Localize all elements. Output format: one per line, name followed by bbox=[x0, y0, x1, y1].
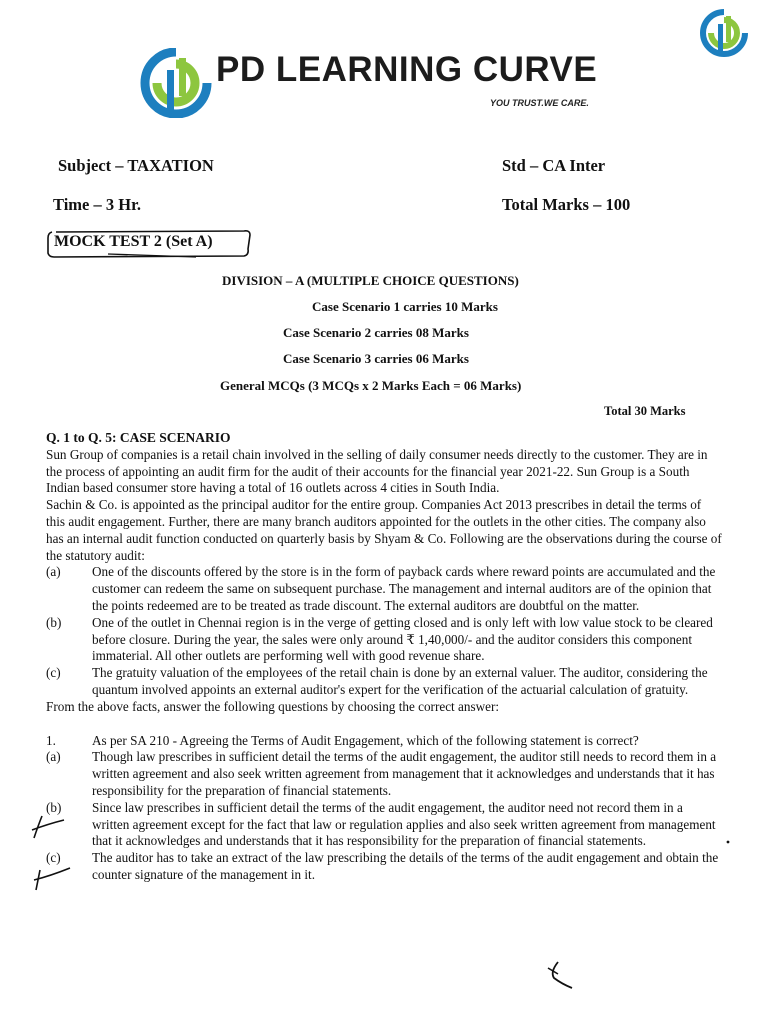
standard-label: Std – CA Inter bbox=[502, 156, 606, 175]
question-number: 1. bbox=[46, 732, 56, 748]
option-label: (a) bbox=[46, 749, 61, 765]
option-a bbox=[46, 749, 722, 799]
brand-tagline: YOU TRUST.WE CARE. bbox=[490, 98, 589, 108]
division-line-3: Case Scenario 3 carries 06 Marks bbox=[283, 351, 469, 366]
option-b bbox=[46, 800, 722, 850]
case-instruction: From the above facts, answer the following questions by choosing the correct answer: bbox=[46, 698, 500, 714]
option-text: Though law prescribes in sufficient detail the terms of the audit engagement, the auditor still needs to record them in a written agreement and also seek written agreement from management that it acknowledges and understands that it has responsibility for the preparation of financial statements. bbox=[92, 749, 717, 798]
option-label: (c) bbox=[46, 850, 61, 866]
handwritten-dot-icon bbox=[724, 838, 732, 846]
handwritten-check-icon bbox=[544, 960, 578, 990]
brand-title: PD LEARNING CURVE bbox=[216, 50, 598, 89]
option-c bbox=[46, 850, 722, 884]
case-paragraph-1: Sun Group of companies is a retail chain involved in the selling of daily consumer needs directly to the customer. They are in the process of appointing an audit firm for the audit of their accounts for the financial year 2021-22. Sun Group is a South Indian based consumer store having a total of 16 outlets across 4 cities in South India. bbox=[46, 446, 708, 496]
option-text: The auditor has to take an extract of the law prescribing the details of the terms of the audit engagement and obtain the counter signature of the management in it. bbox=[92, 850, 719, 882]
division-line-4: General MCQs (3 MCQs x 2 Marks Each = 06 Marks) bbox=[220, 378, 522, 393]
observation-c bbox=[46, 665, 722, 699]
handwritten-tick-b-icon bbox=[30, 862, 74, 894]
subject-label: Subject – TAXATION bbox=[58, 156, 214, 175]
time-label: Time – 3 Hr. bbox=[53, 195, 142, 214]
observation-label: (c) bbox=[46, 665, 61, 681]
corner-logo bbox=[698, 8, 750, 63]
question-text: As per SA 210 - Agreeing the Terms of Audit Engagement, which of the following statement is correct? bbox=[92, 732, 639, 748]
mock-test-title: MOCK TEST 2 (Set A) bbox=[54, 233, 213, 250]
handwritten-tick-a-icon bbox=[30, 812, 70, 842]
observation-text: One of the outlet in Chennai region is in the verge of getting closed and is only left with low value stock to be cleared before closure. During the year, the sales were only around ₹ 1,40,000/- and the auditor considers this component immaterial. All other outlets are performing well with good revenue share. bbox=[92, 614, 713, 664]
division-title: DIVISION – A (MULTIPLE CHOICE QUESTIONS) bbox=[222, 273, 519, 288]
case-paragraph-2: Sachin & Co. is appointed as the principal auditor for the entire group. Companies Act 2013 prescribes in detail the terms of this audit engagement. Further, there are many branch auditors appointed for the outlets in the other cities. The company also has an internal audit function conducted on quarterly basis by Shyam & Co. Following are the observations during the course of the statutory audit: bbox=[46, 497, 722, 563]
division-line-2: Case Scenario 2 carries 08 Marks bbox=[283, 325, 469, 340]
logo-mark-icon bbox=[698, 8, 750, 58]
total-marks-label: Total Marks – 100 bbox=[502, 195, 631, 214]
brand-logo bbox=[138, 48, 638, 122]
observation-label: (b) bbox=[46, 614, 62, 630]
question-1 bbox=[46, 733, 722, 750]
division-line-1: Case Scenario 1 carries 10 Marks bbox=[312, 299, 498, 314]
observation-text: One of the discounts offered by the store is in the form of payback cards where reward points are accumulated and the customer can redeem the same on subsequent purchase. The management and internal auditors are of the opinion that the points redeemed are to be treated as trade discount. The external auditors are doubtful on the matter. bbox=[92, 564, 716, 613]
brand-mark-icon bbox=[138, 48, 214, 118]
case-scenario bbox=[46, 430, 722, 884]
division-total: Total 30 Marks bbox=[604, 404, 686, 418]
observation-text: The gratuity valuation of the employees of the retail chain is done by an external valuer. The auditor, considering the quantum involved appoints an external auditor's expert for the verification of the actuarial calculation of gratuity. bbox=[92, 665, 708, 697]
case-heading: Q. 1 to Q. 5: CASE SCENARIO bbox=[46, 430, 231, 445]
observation-label: (a) bbox=[46, 564, 61, 580]
option-label: (b) bbox=[46, 799, 62, 815]
observation-b bbox=[46, 615, 722, 665]
observation-a bbox=[46, 564, 722, 614]
option-text: Since law prescribes in sufficient detail the terms of the audit engagement, the auditor need not record them in a written agreement except for the fact that law or regulation applies and also seek written agreement from management that it acknowledges and understands that it has responsibility for the preparation of financial statements. bbox=[92, 799, 716, 849]
